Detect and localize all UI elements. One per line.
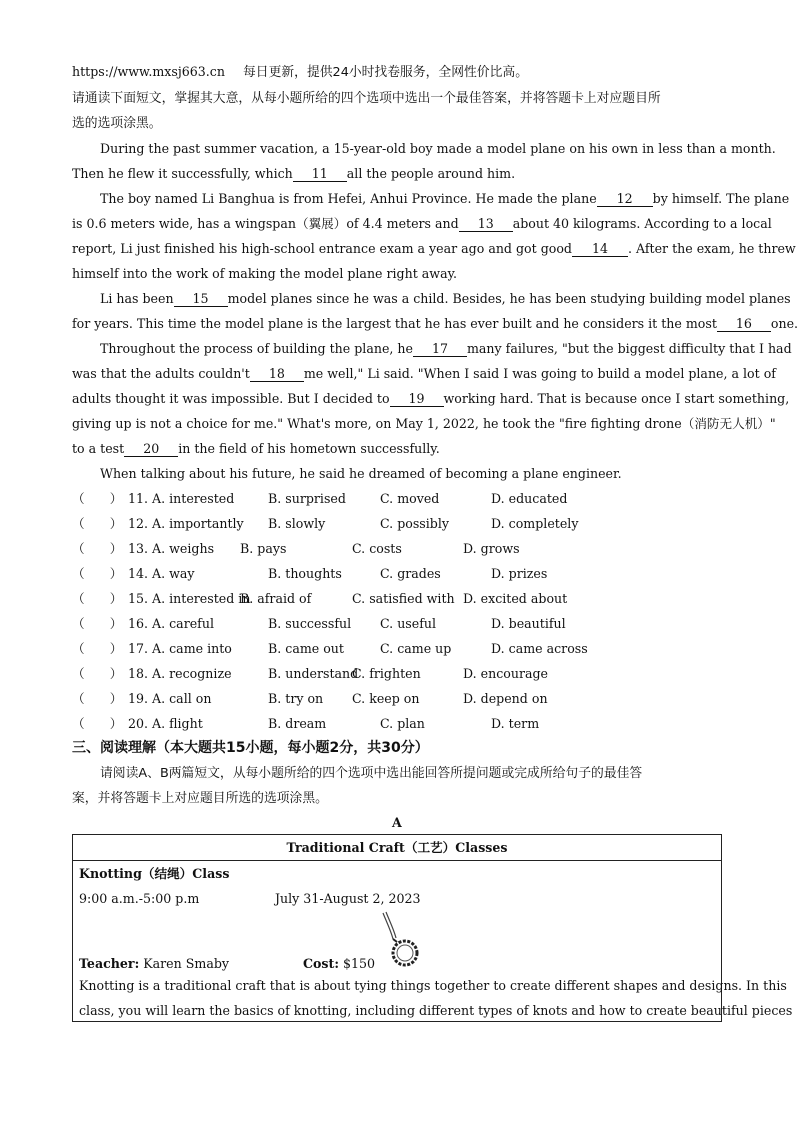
option-c[interactable]: C. costs: [352, 541, 402, 556]
class-description-line2: class, you will learn the basics of knotting, including different types of knots and how to create beautiful pieces: [79, 1003, 793, 1018]
option-d[interactable]: D. prizes: [491, 566, 548, 581]
option-a[interactable]: 11. A. interested: [128, 491, 235, 506]
teacher-label: Teacher:: [79, 956, 140, 971]
option-c[interactable]: C. plan: [380, 716, 425, 731]
option-a[interactable]: 18. A. recognize: [128, 666, 232, 681]
passage-line: Throughout the process of building the plane, he 17 many failures, "but the biggest difficulty that I had: [100, 341, 792, 356]
option-c[interactable]: C. frighten: [352, 666, 421, 681]
option-d[interactable]: D. excited about: [463, 591, 568, 606]
cost-label: Cost:: [303, 956, 339, 971]
cost-line: [303, 956, 375, 972]
cloze-instructions-line2: 选的选项涂黑。: [72, 116, 162, 131]
passage-line: The boy named Li Banghua is from Hefei, Anhui Province. He made the plane 12 by himself. The plane: [100, 191, 790, 206]
option-b[interactable]: B. dream: [268, 716, 327, 731]
option-c[interactable]: C. keep on: [352, 691, 420, 706]
class-name: Knotting（结绳）Class: [79, 866, 230, 881]
blank-19: 19: [390, 392, 444, 407]
option-a[interactable]: 13. A. weighs: [128, 541, 215, 556]
passage-line: Li has been 15 model planes since he was a child. Besides, he has been studying building model planes: [100, 291, 791, 306]
option-d[interactable]: D. term: [491, 716, 540, 731]
source-header: [72, 64, 528, 81]
teacher-line: [79, 956, 229, 972]
ad-title: Traditional Craft（工艺）Classes: [286, 840, 508, 855]
answer-paren[interactable]: （ ）: [72, 491, 123, 506]
option-d[interactable]: D. educated: [491, 491, 568, 506]
blank-17: 17: [413, 342, 467, 357]
blank-15: 15: [174, 292, 228, 307]
option-c[interactable]: C. useful: [380, 616, 437, 631]
reading-instructions-line2: 案，并将答题卡上对应题目所选的选项涂黑。: [72, 791, 328, 806]
option-d[interactable]: D. grows: [463, 541, 520, 556]
option-d[interactable]: D. depend on: [463, 691, 548, 706]
source-tagline: 每日更新，提供24小时找卷服务，全网性价比高。: [242, 65, 528, 80]
class-description-line1: Knotting is a traditional craft that is about tying things together to create different shapes and designs. In this: [79, 978, 787, 993]
option-a[interactable]: 19. A. call on: [128, 691, 212, 706]
reading-instructions-line1: 请阅读A、B两篇短文，从每小题所给的四个选项中选出能回答所提问题或完成所给句子的最佳答: [100, 766, 643, 781]
passage-line: to a test 20 in the field of his hometown successfully.: [72, 441, 440, 456]
answer-paren[interactable]: （ ）: [72, 716, 123, 731]
passage-line: was that the adults couldn't 18 me well," Li said. "When I said I was going to build a model plane, a lot of: [72, 366, 776, 381]
answer-paren[interactable]: （ ）: [72, 666, 123, 681]
section-heading: 三、阅读理解（本大题共15小题，每小题2分，共30分）: [72, 740, 429, 756]
option-d[interactable]: D. completely: [491, 516, 579, 531]
option-c[interactable]: C. satisfied with: [352, 591, 455, 606]
cloze-instructions-line1: 请通读下面短文，掌握其大意，从每小题所给的四个选项中选出一个最佳答案，并将答题卡上对应题目所: [72, 91, 661, 106]
blank-13: 13: [459, 217, 513, 232]
passage-line: himself into the work of making the model plane right away.: [72, 266, 458, 281]
option-d[interactable]: D. came across: [491, 641, 588, 656]
option-c[interactable]: C. came up: [380, 641, 452, 656]
option-a[interactable]: 15. A. interested in: [128, 591, 251, 606]
passage-line: for years. This time the model plane is the largest that he has ever built and he considers it the most 16 one.: [72, 316, 798, 331]
passage-line: report, Li just finished his high-school entrance exam a year ago and got good 14 . After the exam, he threw: [72, 241, 796, 256]
ad-divider: [73, 860, 721, 861]
option-b[interactable]: B. thoughts: [268, 566, 342, 581]
blank-20: 20: [124, 442, 178, 457]
option-a[interactable]: 12. A. importantly: [128, 516, 244, 531]
option-b[interactable]: B. try on: [268, 691, 324, 706]
option-b[interactable]: B. slowly: [268, 516, 326, 531]
option-b[interactable]: B. successful: [268, 616, 352, 631]
option-c[interactable]: C. moved: [380, 491, 440, 506]
option-a[interactable]: 16. A. careful: [128, 616, 214, 631]
option-b[interactable]: B. pays: [240, 541, 287, 556]
blank-18: 18: [250, 367, 304, 382]
option-b[interactable]: B. came out: [268, 641, 344, 656]
option-d[interactable]: D. beautiful: [491, 616, 566, 631]
option-a[interactable]: 17. A. came into: [128, 641, 232, 656]
passage-label-a: A: [392, 815, 402, 830]
blank-11: 11: [293, 167, 347, 182]
craft-class-ad: [72, 834, 793, 1022]
blank-12: 12: [597, 192, 653, 207]
passage-line: is 0.6 meters wide, has a wingspan（翼展）of 4.4 meters and 13 about 40 kilograms. According to a local: [72, 216, 772, 231]
cost-value: $150: [343, 956, 376, 971]
answer-paren[interactable]: （ ）: [72, 691, 123, 706]
option-c[interactable]: C. grades: [380, 566, 441, 581]
passage-line: adults thought it was impossible. But I decided to 19 working hard. That is because once I start something,: [72, 391, 790, 406]
class-time: 9:00 a.m.-5:00 p.m: [79, 891, 200, 906]
option-a[interactable]: 20. A. flight: [128, 716, 203, 731]
blank-16: 16: [717, 317, 771, 332]
answer-paren[interactable]: （ ）: [72, 616, 123, 631]
passage-line: When talking about his future, he said he dreamed of becoming a plane engineer.: [100, 466, 622, 481]
option-d[interactable]: D. encourage: [463, 666, 549, 681]
answer-paren[interactable]: （ ）: [72, 566, 123, 581]
answer-paren[interactable]: （ ）: [72, 591, 123, 606]
teacher-name: Karen Smaby: [143, 956, 230, 971]
option-a[interactable]: 14. A. way: [128, 566, 195, 581]
blank-14: 14: [572, 242, 628, 257]
option-c[interactable]: C. possibly: [380, 516, 449, 531]
knot-ornament-icon: [371, 909, 427, 973]
option-b[interactable]: B. surprised: [268, 491, 346, 506]
passage-line: giving up is not a choice for me." What's more, on May 1, 2022, he took the "fire fighting drone（消防无人机）": [72, 416, 776, 431]
answer-paren[interactable]: （ ）: [72, 541, 123, 556]
class-dates: July 31-August 2, 2023: [275, 891, 421, 906]
option-b[interactable]: B. afraid of: [240, 591, 312, 606]
passage-line: Then he flew it successfully, which 11 all the people around him.: [72, 166, 516, 181]
option-b[interactable]: B. understand: [268, 666, 359, 681]
answer-paren[interactable]: （ ）: [72, 516, 123, 531]
source-url[interactable]: https://www.mxsj663.cn: [72, 64, 225, 79]
answer-paren[interactable]: （ ）: [72, 641, 123, 656]
passage-line: During the past summer vacation, a 15-year-old boy made a model plane on his own in less than a month.: [100, 141, 776, 156]
